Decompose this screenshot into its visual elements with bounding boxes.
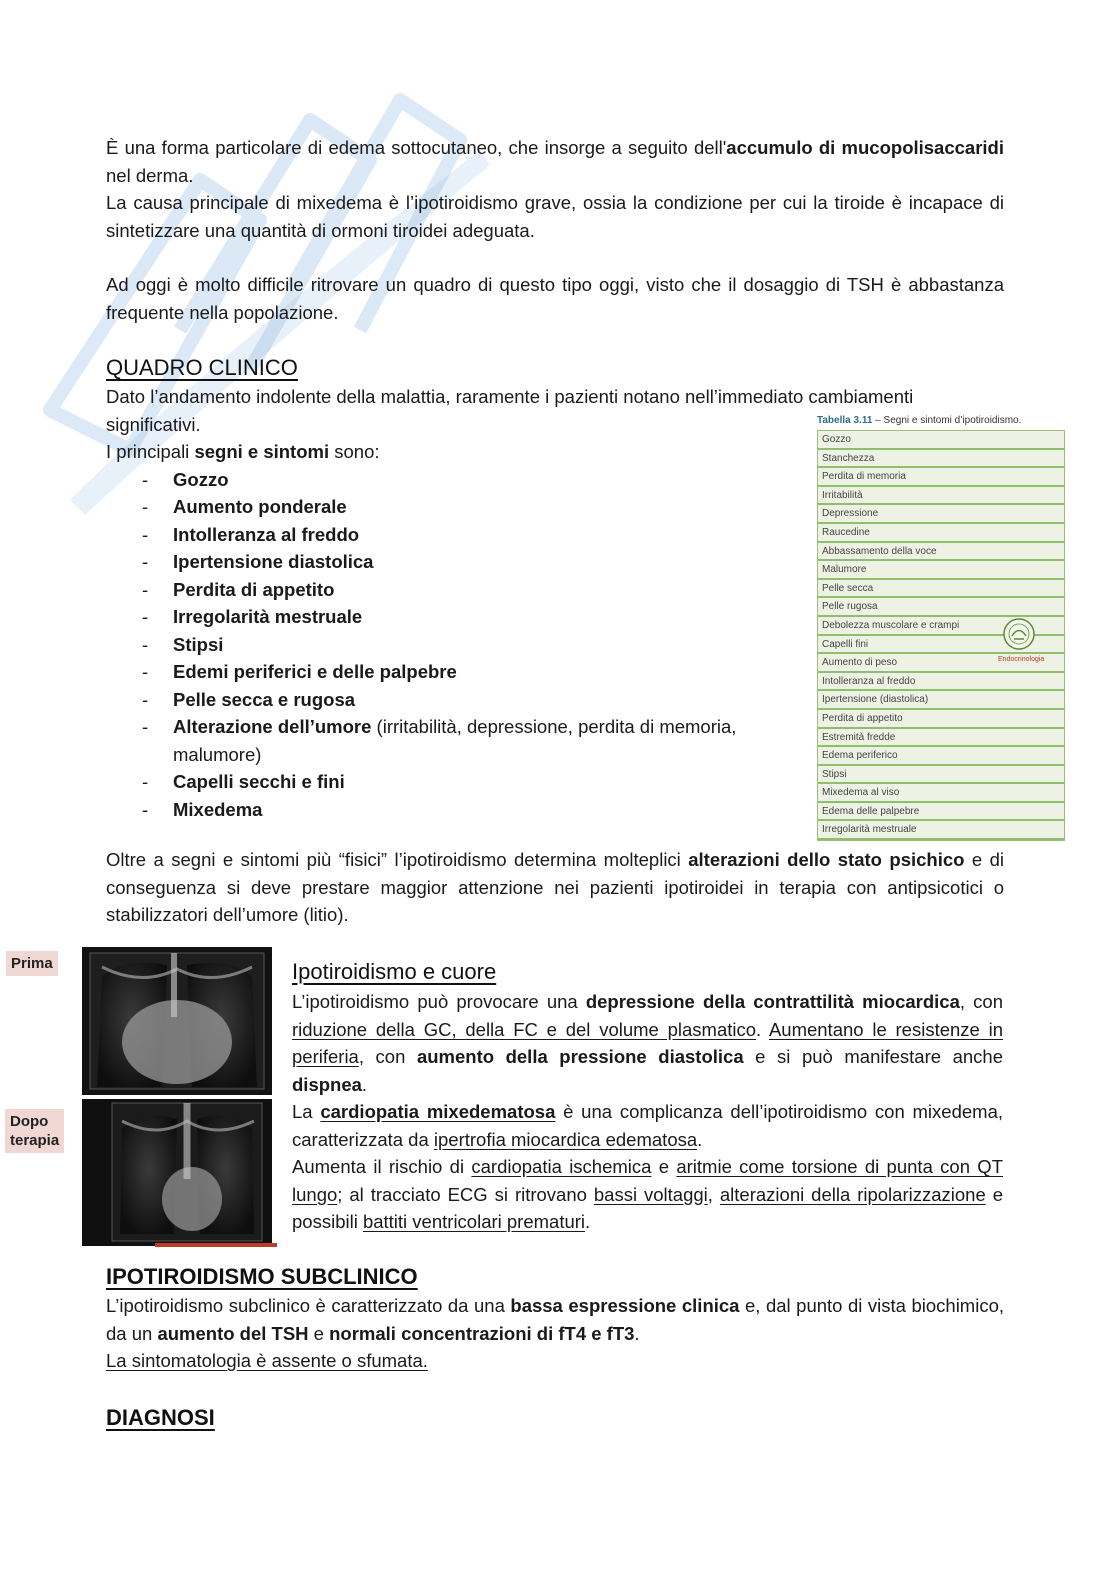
- symptoms-table: [817, 430, 1065, 841]
- intro-paragraph-1: È una forma particolare di edema sottocutaneo, che insorge a seguito dell'accumulo di mucopolisaccaridi nel derma.: [106, 137, 1004, 186]
- table-row: Irregolarità mestruale: [818, 821, 1064, 840]
- table-row: Capelli fini: [818, 636, 1064, 655]
- list-item: - Ipertensione diastolica: [142, 551, 374, 572]
- table-row: Intolleranza al freddo: [818, 673, 1064, 692]
- quadro-clinico-heading: QUADRO CLINICO: [106, 355, 298, 380]
- quadro-line-1: Dato l’andamento indolente della malattia, raramente i pazienti notano nell’immediato cambiamenti: [106, 386, 914, 407]
- table-row: Pelle rugosa: [818, 598, 1064, 617]
- quadro-line-2: significativi.: [106, 413, 201, 435]
- table-row: Malumore: [818, 561, 1064, 580]
- label-dopo-terapia: Dopo terapia: [5, 1109, 64, 1153]
- cuore-section: [292, 957, 1003, 1236]
- list-item: - Alterazione dell’umore (irritabilità, depressione, perdita di memoria, malumore): [142, 716, 737, 765]
- table-caption: Tabella 3.11 – Segni e sintomi d’ipotiroidismo.: [817, 415, 1022, 426]
- subclinico-paragraph: L’ipotiroidismo subclinico è caratterizzato da una bassa espressione clinica e, dal punto di vista biochimico, da un aumento del TSH e normali concentrazioni di fT4 e fT3.: [106, 1295, 1005, 1344]
- list-item: - Intolleranza al freddo: [142, 523, 360, 545]
- table-row: Raucedine: [818, 524, 1064, 543]
- diagnosi-heading: DIAGNOSI: [106, 1405, 215, 1430]
- table-row: Estremità fredde: [818, 729, 1064, 748]
- table-row: Edema delle palpebre: [818, 803, 1064, 822]
- symptoms-table-figure: [817, 414, 1065, 841]
- table-row: Edema periferico: [818, 747, 1064, 766]
- seal-label: Endocrinologia: [998, 656, 1045, 663]
- xray-after-image: [82, 1099, 272, 1246]
- xray-before-image: [82, 947, 272, 1095]
- list-item: - Gozzo: [142, 468, 229, 490]
- subclinico-note: La sintomatologia è assente o sfumata.: [106, 1350, 428, 1371]
- table-row: Debolezza muscolare e crampi: [818, 617, 1064, 636]
- list-item: - Pelle secca e rugosa: [142, 688, 356, 710]
- list-item: - Aumento ponderale: [142, 496, 347, 517]
- table-row: Perdita di appetito: [818, 710, 1064, 729]
- intro-section: [106, 134, 1004, 326]
- intro-paragraph-2: La causa principale di mixedema è l’ipotiroidismo grave, ossia la condizione per cui la tiroide è incapace di sintetizzare una quantità di ormoni tiroidei adeguata.: [106, 192, 1004, 241]
- subclinico-section: [106, 1262, 1004, 1375]
- table-row: Irritabilità: [818, 487, 1064, 506]
- symptoms-intro: I principali segni e sintomi sono:: [106, 441, 380, 462]
- psiche-text: Oltre a segni e sintomi più “fisici” l’ipotiroidismo determina molteplici alterazioni dello stato psichico e di conseguenza si deve prestare maggior attenzione nei pazienti ipotiroidei in terapia con antipsicotici o stabilizzatori dell’umore (litio).: [106, 849, 1005, 925]
- psiche-paragraph: [106, 846, 1004, 929]
- table-row: Aumento di peso: [818, 654, 1064, 673]
- list-item: - Edemi periferici e delle palpebre: [142, 661, 457, 682]
- diagnosi-section: [106, 1403, 1004, 1433]
- table-row: Ipertensione (diastolica): [818, 691, 1064, 710]
- table-row: Abbassamento della voce: [818, 543, 1064, 562]
- cuore-paragraph-3: Aumenta il rischio di cardiopatia ischemica e aritmie come torsione di punta con QT lungo; al tracciato ECG si ritrovano bassi voltaggi, alterazioni della ripolarizzazione e possibili battiti ventricolari prematuri.: [292, 1156, 1003, 1232]
- list-item: - Stipsi: [142, 633, 224, 655]
- table-row: Mixedema al viso: [818, 784, 1064, 803]
- intro-paragraph-3: Ad oggi è molto difficile ritrovare un quadro di questo tipo oggi, visto che il dosaggio di TSH è abbastanza frequente nella popolazione.: [106, 274, 1004, 323]
- list-item: - Mixedema: [142, 798, 263, 820]
- table-row: Gozzo: [818, 431, 1064, 450]
- cuore-heading: Ipotiroidismo e cuore: [292, 959, 497, 984]
- table-row: Depressione: [818, 505, 1064, 524]
- label-prima: Prima: [6, 951, 58, 976]
- cuore-paragraph-1: L’ipotiroidismo può provocare una depressione della contrattilità miocardica, con riduzione della GC, della FC e del volume plasmatico. Aumentano le resistenze in periferia, con aumento della pressione diastolica e si può manifestare anche dispnea.: [292, 991, 1003, 1095]
- seal-logo-icon: [1002, 617, 1036, 651]
- table-row: Pelle secca: [818, 580, 1064, 599]
- table-row: Stanchezza: [818, 450, 1064, 469]
- image-red-bar: [155, 1243, 277, 1247]
- subclinico-heading: IPOTIROIDISMO SUBCLINICO: [106, 1264, 418, 1289]
- list-item: - Irregolarità mestruale: [142, 606, 363, 627]
- table-row: Perdita di memoria: [818, 468, 1064, 487]
- table-row: Stipsi: [818, 766, 1064, 785]
- list-item: - Capelli secchi e fini: [142, 771, 345, 792]
- list-item: - Perdita di appetito: [142, 578, 335, 600]
- cuore-paragraph-2: La cardiopatia mixedematosa è una complicanza dell’ipotiroidismo con mixedema, caratterizzata da ipertrofia miocardica edematosa.: [292, 1101, 1003, 1150]
